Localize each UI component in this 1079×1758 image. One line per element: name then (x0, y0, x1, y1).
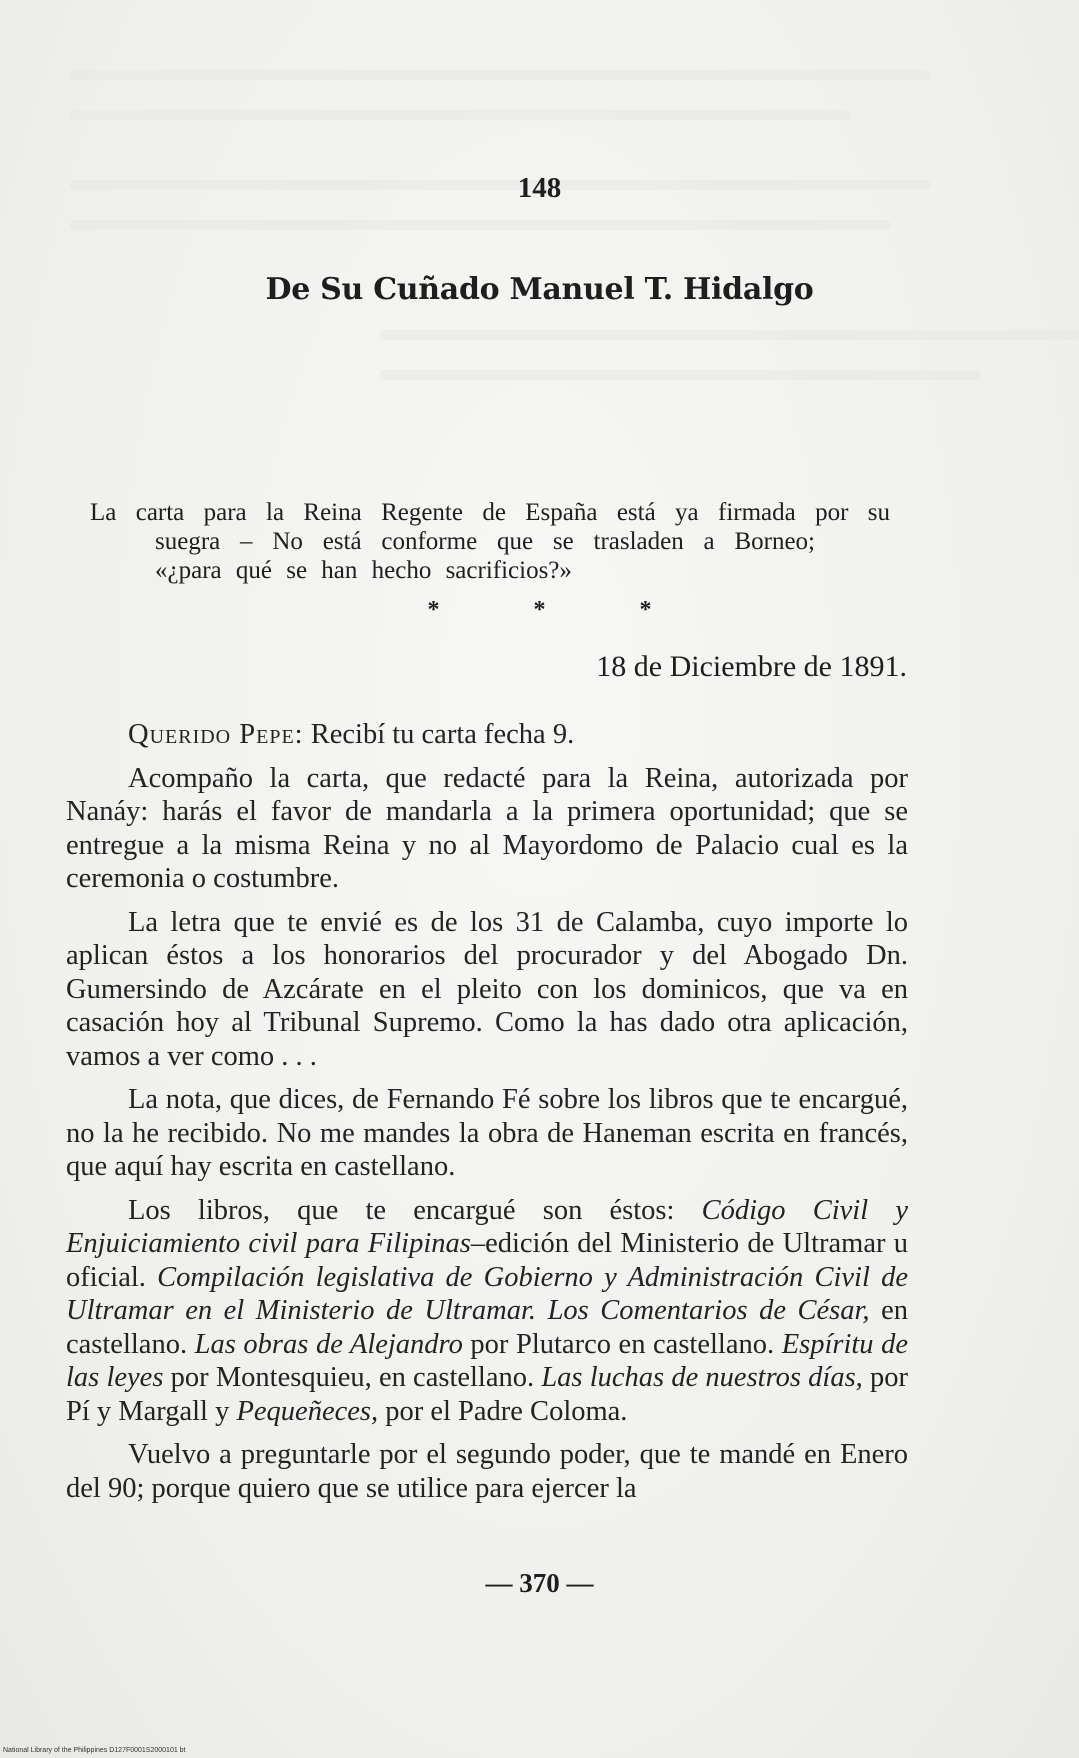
section-separator: * * * (427, 597, 696, 623)
paragraph-text: por Pí y Margall y (66, 1362, 909, 1427)
summary-line: suegra – No está conforme que se trasladen a Borneo; (155, 528, 815, 555)
bleed-through-line (380, 330, 1079, 340)
paragraph-text: Recibí tu carta fecha 9. (303, 719, 575, 750)
bleed-through-line (70, 110, 850, 120)
paragraph-text: en castellano. (66, 1295, 908, 1360)
letter-number: 148 (517, 172, 562, 204)
summary-line: La carta para la Reina Regente de España está ya firmada por su (90, 499, 890, 526)
book-title: Pequeñeces, (236, 1395, 379, 1427)
letter-body (66, 718, 908, 1515)
paragraph-text: por Plutarco en castellano. (462, 1328, 782, 1360)
bleed-through-line (380, 370, 980, 380)
paragraph: La nota, que dices, de Fernando Fé sobre los libros que te encargué, no la he recibido. No me mandes la obra de Haneman escrita en francés, que aquí hay escrita en castellano. (66, 1084, 908, 1182)
letter-date: 18 de Diciembre de 1891. (596, 650, 907, 683)
paragraph: Acompaño la carta, que redacté para la Reina, autorizada por Nanáy: harás el favor de mandarla a la primera oportunidad; que se entregue a la misma Reina y no al Mayordomo de Palacio cual es la ceremonia o costumbre. (66, 762, 908, 894)
book-title: Las luchas de nuestros días, (541, 1362, 863, 1393)
paragraph: La letra que te envié es de los 31 de Calamba, cuyo importe lo aplican éstos a los honorarios del procurador y del Abogado Dn. Gumersindo de Azcárate en el pleito con los dominicos, que va en casación hoy al Tribunal Supremo. Como la has dado otra aplicación, vamos a ver como . . . (66, 906, 908, 1072)
book-title: Espíritu de las leyes (66, 1328, 909, 1393)
book-title: Código Civil y Enjuiciamiento civil para Filipinas (66, 1194, 908, 1259)
bleed-through-line (70, 70, 930, 80)
paragraph: Vuelvo a preguntarle por el segundo poder, que te mandé en Enero del 90; porque quiero que se utilice para ejercer la (66, 1439, 908, 1504)
salutation: Querido Pepe: (128, 719, 304, 750)
book-title: Las obras de Alejandro (194, 1328, 463, 1360)
bleed-through-line (70, 220, 890, 230)
paragraph-text: por Montesquieu, en castellano. (163, 1362, 542, 1393)
paragraph-book-list (66, 1194, 908, 1429)
paragraph (66, 718, 908, 752)
letter-title: De Su Cuñado Manuel T. Hidalgo (265, 272, 814, 307)
paragraph-text: Los libros, que te encargué son éstos: (128, 1194, 702, 1226)
footer-credit: National Library of the Philippines D127F0001S2000101 bt (3, 1747, 186, 1754)
letter-summary (90, 498, 890, 585)
paragraph-text: –edición del Ministerio de Ultramar u oficial. (66, 1228, 908, 1293)
page-number: — 370 — (485, 1568, 594, 1598)
summary-line: «¿para qué se han hecho sacrificios?» (155, 557, 572, 584)
book-title: Compilación legislativa de Gobierno y Administración Civil de Ultramar en el Ministerio de Ultramar. Los Comentarios de César, (66, 1261, 908, 1326)
paragraph-text: por el Padre Coloma. (378, 1395, 628, 1427)
